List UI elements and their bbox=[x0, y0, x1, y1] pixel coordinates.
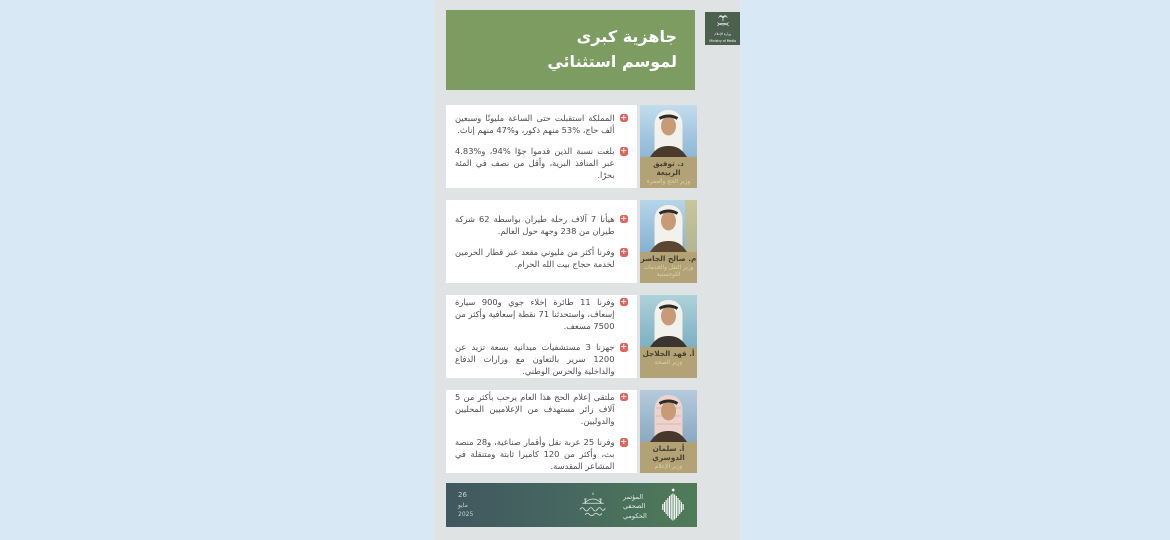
minister-card bbox=[640, 295, 697, 378]
plus-bullet-icon bbox=[620, 393, 629, 402]
minister-name: م. صالح الجاصر bbox=[640, 254, 697, 263]
plus-bullet-icon bbox=[620, 343, 629, 352]
minister-title: وزير الإعلام bbox=[654, 463, 683, 470]
stats-card bbox=[446, 105, 637, 188]
stats-card bbox=[446, 295, 637, 378]
ministry-logo-english-label: Ministry of Media bbox=[709, 39, 736, 44]
minister-title: وزير النقل والخدمات اللوجستية bbox=[643, 264, 694, 278]
bullet-text: بلغت نسبة الذين قدموا جوًا %94، و%4.83 عبر المنافذ البرية، وأقل من نصف في المئة بحرًا. bbox=[455, 146, 615, 181]
conference-bars-logo-icon bbox=[661, 488, 685, 526]
minister-photo bbox=[640, 390, 697, 442]
saudi-emblem-icon bbox=[715, 13, 731, 32]
minister-name: أ. فهد الجلاجل bbox=[642, 349, 695, 358]
bullet-text: وفرنا 11 طائرة إخلاء جوي و900 سيارة إسعاف، واستحدثنا 71 نقطة إسعافية وأكثر من 7500 مسعف. bbox=[455, 296, 615, 331]
plus-bullet-icon bbox=[620, 298, 629, 307]
bullet-text: المملكة استقبلت حتى الساعة مليونًا وسبعين ألف حاج، %53 منهم ذكور، و%47 منهم إناث. bbox=[455, 112, 615, 135]
bullet-item bbox=[455, 112, 628, 136]
minister-caption bbox=[640, 157, 697, 188]
bullet-text: هيأنا 7 آلاف رحلة طيران بواسطة 62 شركة طيران من 238 وجهة حول العالم. bbox=[455, 213, 615, 236]
plus-bullet-icon bbox=[620, 248, 629, 257]
minister-caption bbox=[640, 347, 697, 378]
stats-card bbox=[446, 200, 637, 283]
header-banner bbox=[446, 10, 695, 90]
bullet-text: وفرنا 25 عربة نقل وأقمار صناعية، و28 منصة بث، وأكثر من 120 كاميرا ثابتة ومتنقلة في المشاعر المقدسة. bbox=[455, 437, 615, 472]
mosque-calligraphy-logo-icon bbox=[574, 491, 612, 523]
minister-card bbox=[640, 200, 697, 283]
footer-date-year: 2025 bbox=[458, 510, 474, 518]
section-media-ministry bbox=[446, 390, 697, 473]
section-health-ministry bbox=[446, 295, 697, 378]
conference-wordmark bbox=[623, 493, 657, 521]
bullet-item bbox=[455, 213, 628, 237]
bullet-item bbox=[455, 296, 628, 332]
footer-banner bbox=[446, 483, 697, 527]
bullet-item bbox=[455, 246, 628, 270]
minister-photo bbox=[640, 295, 697, 347]
bullet-item bbox=[455, 391, 628, 427]
minister-card bbox=[640, 390, 697, 473]
infographic-page bbox=[434, 0, 740, 540]
minister-name: أ. سلمان الدوسري bbox=[652, 444, 685, 462]
bullet-text: جهزنا 3 مستشفيات ميدانية بسعة تزيد عن 1200 سرير بالتعاون مع وزارات الدفاع والداخلية والحرس الوطني. bbox=[455, 342, 615, 377]
bullet-item bbox=[455, 145, 628, 181]
bullet-text: وفرنا أكثر من مليوني مقعد عبر قطار الحرمين لخدمة حجاج بيت الله الحرام. bbox=[455, 247, 615, 270]
bullet-item bbox=[455, 341, 628, 377]
plus-bullet-icon bbox=[620, 215, 629, 224]
plus-bullet-icon bbox=[620, 438, 629, 447]
plus-bullet-icon bbox=[620, 147, 629, 156]
section-transport-ministry bbox=[446, 200, 697, 283]
conference-line-2: الصحفي bbox=[623, 502, 646, 511]
footer-date bbox=[458, 490, 473, 519]
minister-caption bbox=[640, 442, 697, 473]
minister-title: وزير الصحة bbox=[654, 359, 683, 366]
conference-line-1: المؤتمر bbox=[623, 493, 644, 501]
minister-title: وزير الحج والعمرة bbox=[646, 178, 691, 185]
stats-card bbox=[446, 390, 637, 473]
conference-line-3: الحكومي bbox=[623, 511, 647, 520]
minister-name: د. توفيق الربيعة bbox=[653, 159, 684, 177]
section-hajj-ministry bbox=[446, 105, 697, 188]
header-title-line-2: لموسم استثنائي bbox=[547, 52, 677, 71]
bullet-item bbox=[455, 436, 628, 472]
ministry-logo-arabic-label: وزارة الإعلام bbox=[714, 32, 731, 37]
minister-card bbox=[640, 105, 697, 188]
footer-date-month: مايو bbox=[458, 501, 468, 509]
footer-date-day: 26 bbox=[458, 491, 467, 499]
bullet-text: ملتقى إعلام الحج هذا العام يرحب بأكثر من 5 آلاف زائر مستهدف من الإعلاميين المحليين والدوليين. bbox=[455, 391, 615, 426]
plus-bullet-icon bbox=[620, 114, 629, 123]
minister-caption bbox=[640, 252, 697, 283]
minister-photo bbox=[640, 105, 697, 157]
minister-photo bbox=[640, 200, 697, 252]
ministry-of-media-logo bbox=[705, 12, 740, 45]
header-title-line-1: جاهزية كبرى bbox=[576, 27, 677, 47]
